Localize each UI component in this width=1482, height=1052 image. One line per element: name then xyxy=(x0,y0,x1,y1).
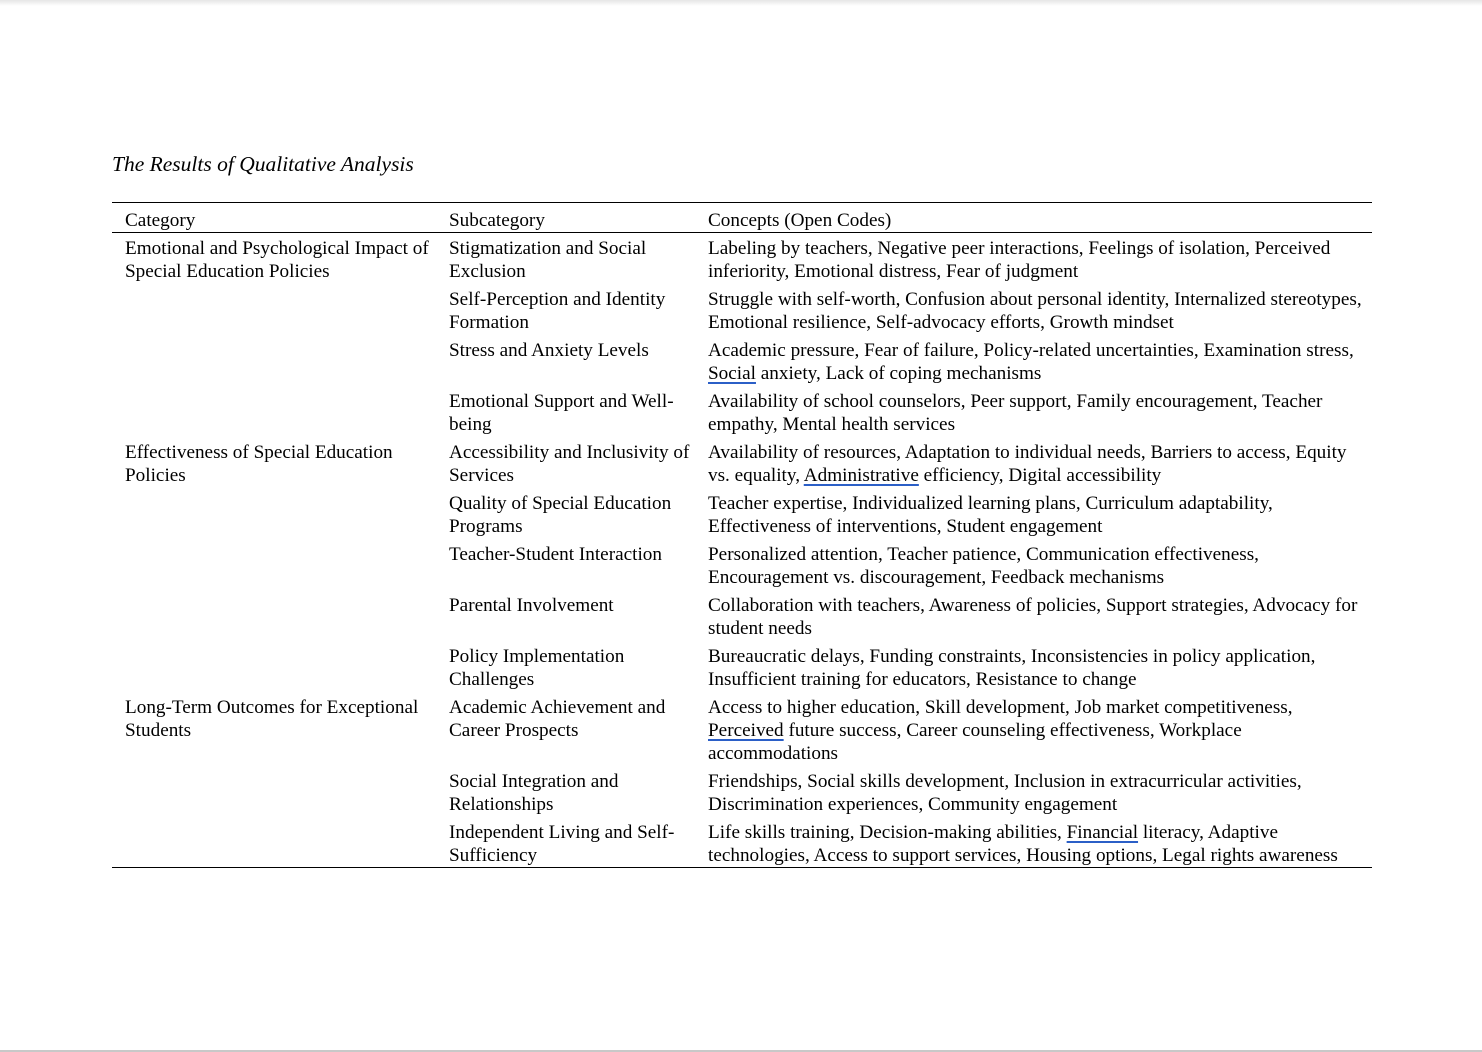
table-row xyxy=(112,339,1372,390)
concepts-text: efficiency, Digital accessibility xyxy=(918,465,1162,486)
table-row xyxy=(112,543,1372,594)
spellcheck-flagged-word[interactable]: Perceived xyxy=(708,720,784,741)
concepts-cell: Collaboration with teachers, Awareness of policies, Support strategies, Advocacy for student needs xyxy=(708,595,1358,639)
concepts-cell xyxy=(708,441,1372,487)
concepts-cell: Struggle with self-worth, Confusion about personal identity, Internalized stereotypes, Emotional resilience, Self-advocacy efforts, Growth mindset xyxy=(708,289,1362,333)
concepts-cell: Teacher expertise, Individualized learning plans, Curriculum adaptability, Effectiveness of interventions, Student engagement xyxy=(708,493,1273,537)
table-row xyxy=(112,441,1372,492)
subcategory-cell: Stress and Anxiety Levels xyxy=(449,340,649,361)
header-subcategory: Subcategory xyxy=(449,210,545,231)
concepts-cell xyxy=(708,339,1372,385)
page-top-edge xyxy=(0,0,1482,6)
concepts-cell: Friendships, Social skills development, Inclusion in extracurricular activities, Discrimination experiences, Community engagement xyxy=(708,771,1302,815)
table-row xyxy=(112,645,1372,696)
subcategory-cell: Academic Achievement and Career Prospects xyxy=(449,697,666,741)
concepts-cell: Availability of school counselors, Peer support, Family encouragement, Teacher empathy, Mental health services xyxy=(708,391,1323,435)
concepts-cell: Personalized attention, Teacher patience, Communication effectiveness, Encouragement vs. discouragement, Feedback mechanisms xyxy=(708,544,1259,588)
concepts-text: Availability of resources, Adaptation to individual needs, Barriers to access, Equity vs. equality, xyxy=(708,442,1347,486)
concepts-cell xyxy=(708,696,1372,765)
concepts-cell: Labeling by teachers, Negative peer interactions, Feelings of isolation, Perceived inferiority, Emotional distress, Fear of judgment xyxy=(708,238,1331,282)
subcategory-cell: Stigmatization and Social Exclusion xyxy=(449,238,647,282)
subcategory-cell: Self-Perception and Identity Formation xyxy=(449,289,666,333)
header-category: Category xyxy=(125,210,196,231)
category-cell: Emotional and Psychological Impact of Special Education Policies xyxy=(125,238,429,282)
subcategory-cell: Teacher-Student Interaction xyxy=(449,544,662,565)
table-row xyxy=(112,821,1372,867)
spellcheck-flagged-word[interactable]: Social xyxy=(708,363,756,384)
table-row xyxy=(112,696,1372,770)
category-cell: Effectiveness of Special Education Policies xyxy=(125,442,393,486)
subcategory-cell: Parental Involvement xyxy=(449,595,614,616)
subcategory-cell: Policy Implementation Challenges xyxy=(449,646,625,690)
subcategory-cell: Social Integration and Relationships xyxy=(449,771,619,815)
concepts-cell xyxy=(708,821,1372,867)
table-row xyxy=(112,237,1372,288)
subcategory-cell: Emotional Support and Well-being xyxy=(449,391,674,435)
header-concepts: Concepts (Open Codes) xyxy=(708,210,892,231)
table-row xyxy=(112,492,1372,543)
table-row xyxy=(112,770,1372,821)
spellcheck-flagged-word[interactable]: Administrative xyxy=(803,465,919,486)
table-header-row xyxy=(112,203,1372,233)
concepts-text: future success, Career counseling effectiveness, Workplace accommodations xyxy=(708,720,1242,764)
spellcheck-flagged-word[interactable]: Financial xyxy=(1066,822,1139,843)
concepts-cell: Bureaucratic delays, Funding constraints, Inconsistencies in policy application, Insufficient training for educators, Resistance to change xyxy=(708,646,1316,690)
table-row xyxy=(112,390,1372,441)
table-caption: The Results of Qualitative Analysis xyxy=(112,152,414,176)
subcategory-cell: Quality of Special Education Programs xyxy=(449,493,672,537)
table-row xyxy=(112,288,1372,339)
concepts-text: Life skills training, Decision-making abilities, xyxy=(708,822,1067,843)
qualitative-analysis-table xyxy=(112,202,1372,868)
concepts-text: Access to higher education, Skill development, Job market competitiveness, xyxy=(708,697,1293,718)
table-row xyxy=(112,594,1372,645)
category-cell: Long-Term Outcomes for Exceptional Students xyxy=(125,697,419,741)
concepts-text: anxiety, Lack of coping mechanisms xyxy=(755,363,1042,384)
subcategory-cell: Independent Living and Self-Sufficiency xyxy=(449,822,675,866)
concepts-text: literacy, Adaptive technologies, Access to support services, Housing options, Legal rights awareness xyxy=(708,822,1338,866)
subcategory-cell: Accessibility and Inclusivity of Services xyxy=(449,442,690,486)
table-body xyxy=(112,233,1372,867)
concepts-text: Academic pressure, Fear of failure, Policy-related uncertainties, Examination stress, xyxy=(708,340,1354,361)
